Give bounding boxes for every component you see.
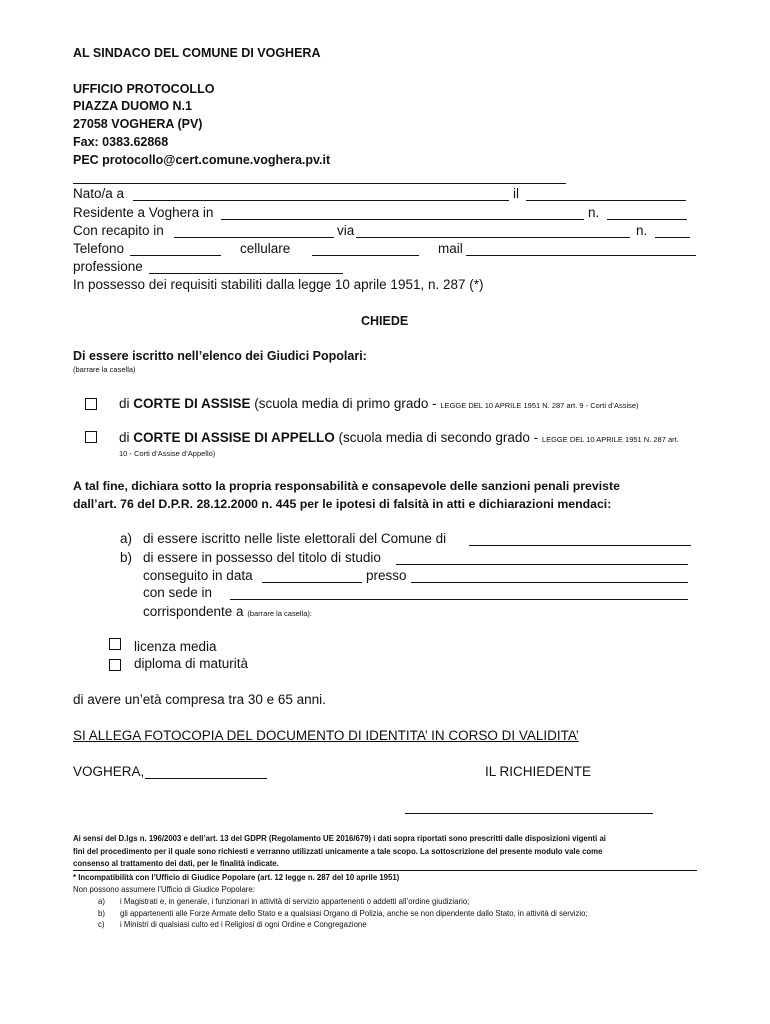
conseguito-label: conseguito in data — [143, 568, 253, 583]
chiede-heading: CHIEDE — [361, 314, 409, 328]
footnote-item-c-text: i Ministri di qualsiasi culto ed i Religiosi di ogni Ordine e Congregazione — [120, 920, 367, 929]
mail-field[interactable] — [466, 255, 696, 256]
signature-field[interactable] — [405, 813, 653, 814]
corte-assise-appello-label: CORTE DI ASSISE DI APPELLO — [133, 430, 335, 445]
item-a-text: di essere iscritto nelle liste elettorali del Comune di — [143, 531, 447, 546]
declaration-line-2: dall’art. 76 del D.P.R. 28.12.2000 n. 445 per le ipotesi di falsità in atti e dichiarazioni mendaci: — [73, 497, 612, 511]
allega-notice: SI ALLEGA FOTOCOPIA DEL DOCUMENTO DI IDENTITA’ IN CORSO DI VALIDITA’ — [73, 728, 579, 743]
corrispondente-label: corrispondente a (barrare la casella): — [143, 604, 312, 619]
footnote-item-b-text: gli appartenenti alle Forze Armate dello Stato e a qualsiasi Organo di Polizia, anche se non dipendente dallo Stato, in attività di servizio; — [120, 909, 588, 918]
corte-assise-appello-option: di CORTE DI ASSISE DI APPELLO (scuola media di secondo grado - LEGGE DEL 10 APRILE 1951 N. 287 art. — [119, 430, 679, 445]
birthplace-field[interactable] — [133, 200, 509, 201]
date-field[interactable] — [145, 778, 267, 779]
presso-field[interactable] — [411, 582, 688, 583]
iscritto-note: (barrare la casella) — [73, 365, 136, 374]
residence-number-label: n. — [588, 205, 600, 220]
office-city: 27058 VOGHERA (PV) — [73, 117, 203, 131]
corte-assise-appello-law: LEGGE DEL 10 APRILE 1951 N. 287 art. — [541, 435, 679, 444]
name-field[interactable] — [73, 183, 566, 184]
nato-label: Nato/a a — [73, 186, 125, 201]
via-number-label: n. — [636, 223, 648, 238]
office-fax: Fax: 0383.62868 — [73, 135, 169, 149]
comune-liste-field[interactable] — [469, 545, 691, 546]
richiedente-label: IL RICHIEDENTE — [485, 764, 592, 779]
residence-number-field[interactable] — [607, 219, 687, 220]
via-number-field[interactable] — [655, 237, 690, 238]
il-label: il — [513, 186, 519, 201]
office-street: PIAZZA DUOMO N.1 — [73, 99, 192, 113]
licenza-media-label: licenza media — [134, 639, 217, 654]
telefono-label: Telefono — [73, 241, 125, 256]
professione-field[interactable] — [149, 273, 343, 274]
footnote-title: * Incompatibilità con l’Ufficio di Giudice Popolare (art. 12 legge n. 287 del 10 aprile 1951) — [73, 873, 400, 882]
footnote-item-a-text: i Magistrati e, in generale, i funzionari in attività di servizio appartenenti o addetti all’ordine giudiziario; — [120, 897, 470, 906]
corrispondente-note: (barrare la casella): — [247, 609, 312, 618]
sede-label: con sede in — [143, 585, 213, 600]
corte-assise-option: di CORTE DI ASSISE (scuola media di primo grado - LEGGE DEL 10 APRILE 1951 N. 287 art. 9 - Corti d’Assise) — [119, 396, 639, 411]
footnote-intro: Non possono assumere l’Ufficio di Giudice Popolare: — [73, 885, 255, 894]
residence-field[interactable] — [221, 219, 584, 220]
titolo-studio-field[interactable] — [396, 564, 688, 565]
sede-field[interactable] — [230, 599, 688, 600]
corte-assise-checkbox[interactable] — [85, 398, 97, 410]
footnote-divider — [73, 870, 697, 871]
telefono-field[interactable] — [130, 255, 221, 256]
privacy-line-3: consenso al trattamento dei dati, per le finalità indicate. — [73, 859, 279, 868]
professione-label: professione — [73, 259, 143, 274]
licenza-media-checkbox[interactable] — [109, 638, 121, 650]
corte-assise-label: CORTE DI ASSISE — [133, 396, 251, 411]
mail-label: mail — [438, 241, 463, 256]
footnote-item-a-label: a) — [98, 897, 105, 906]
office-pec: PEC protocollo@cert.comune.voghera.pv.it — [73, 153, 331, 167]
footnote-item-c-label: c) — [98, 920, 105, 929]
footnote-item-b-label: b) — [98, 909, 105, 918]
recapito-label: Con recapito in — [73, 223, 164, 238]
cellulare-label: cellulare — [240, 241, 291, 256]
birthdate-field[interactable] — [526, 200, 686, 201]
eta-statement: di avere un’età compresa tra 30 e 65 anni. — [73, 692, 326, 707]
privacy-line-1: Ai sensi del D.lgs n. 196/2003 e dell’art. 13 del GDPR (Regolamento UE 2016/679) i dati sopra riportati sono prescritti dalle disposizioni vigenti ai — [73, 834, 606, 843]
office-name: UFFICIO PROTOCOLLO — [73, 82, 215, 96]
requisiti-text: In possesso dei requisiti stabiliti dalla legge 10 aprile 1951, n. 287 (*) — [73, 277, 484, 292]
place-label: VOGHERA, — [73, 764, 145, 779]
corte-assise-law: LEGGE DEL 10 APRILE 1951 N. 287 art. 9 - Corti d’Assise) — [440, 401, 639, 410]
iscritto-title: Di essere iscritto nell’elenco dei Giudici Popolari: — [73, 349, 367, 363]
cellulare-field[interactable] — [312, 255, 419, 256]
diploma-maturita-checkbox[interactable] — [109, 659, 121, 671]
diploma-maturita-label: diploma di maturità — [134, 656, 249, 671]
corte-assise-appello-checkbox[interactable] — [85, 431, 97, 443]
residente-label: Residente a Voghera in — [73, 205, 214, 220]
conseguito-data-field[interactable] — [262, 582, 362, 583]
item-b-text: di essere in possesso del titolo di studio — [143, 550, 381, 565]
addressee: AL SINDACO DEL COMUNE DI VOGHERA — [73, 46, 321, 60]
privacy-line-2: fini del procedimento per il quale sono richiesti e verranno utilizzati unicamente a tale scopo. La sottoscrizione del presente modulo vale come — [73, 847, 603, 856]
corte-assise-appello-law-cont: 10 - Corti d’Assise d’Appello) — [119, 449, 216, 458]
presso-label: presso — [366, 568, 407, 583]
declaration-line-1: A tal fine, dichiara sotto la propria responsabilità e consapevole delle sanzioni penali previste — [73, 479, 620, 493]
item-b-label: b) — [120, 550, 133, 565]
via-label: via — [337, 223, 355, 238]
via-field[interactable] — [356, 237, 630, 238]
recapito-field[interactable] — [174, 237, 334, 238]
item-a-label: a) — [120, 531, 133, 546]
